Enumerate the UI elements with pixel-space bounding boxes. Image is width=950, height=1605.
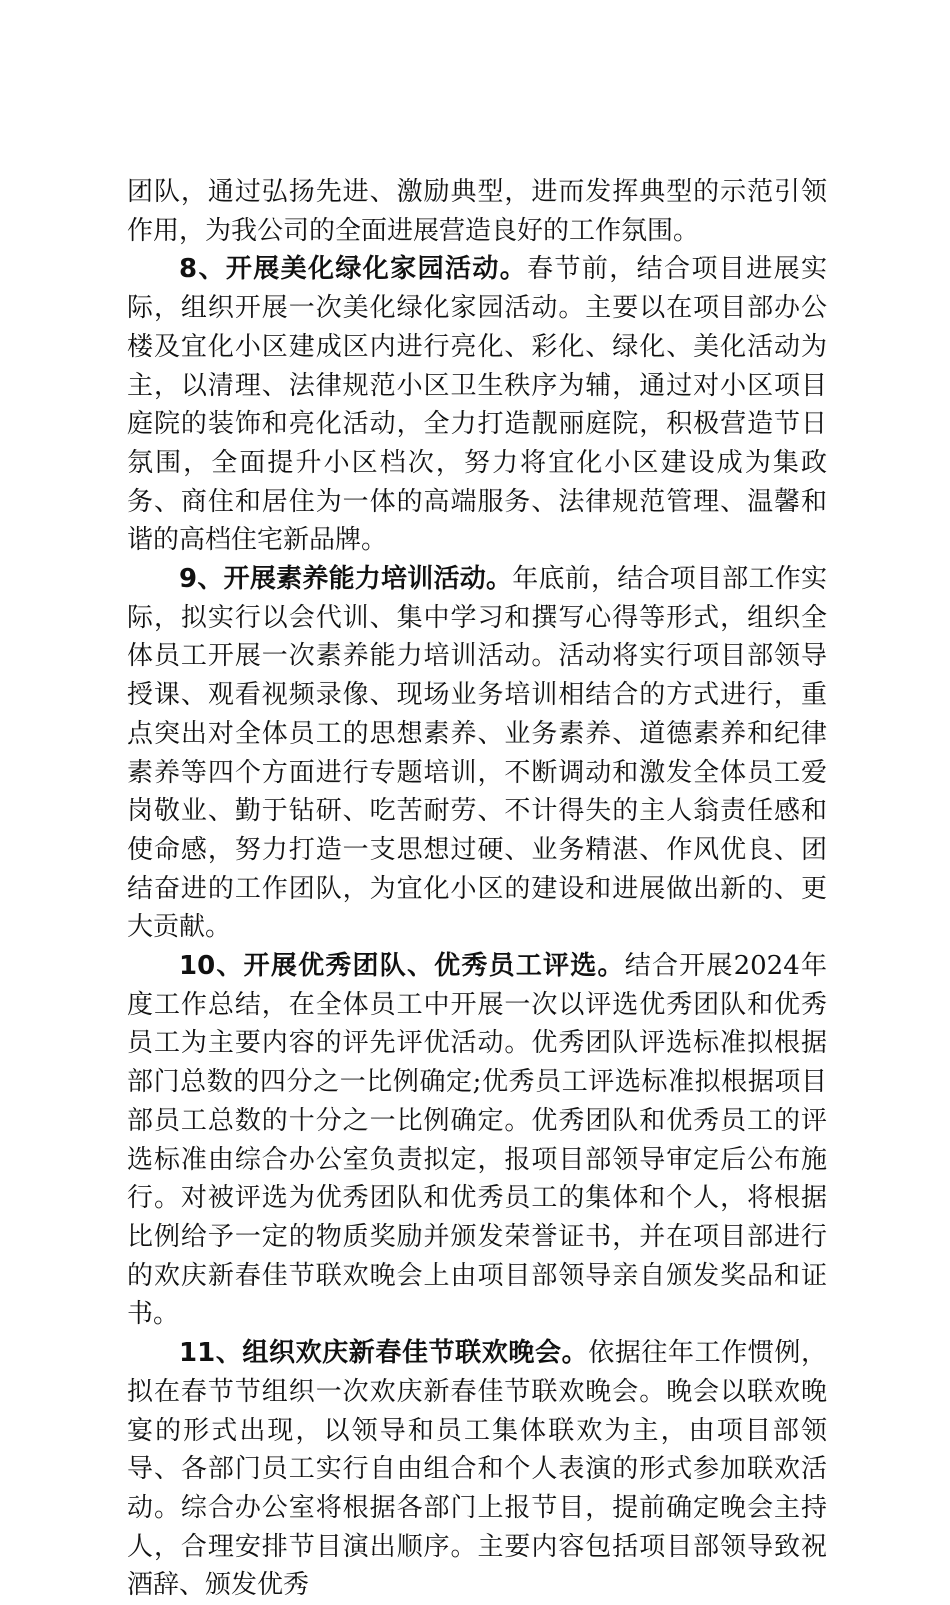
- paragraph-heading: 8、开展美化绿化家园活动。: [179, 254, 528, 285]
- paragraph-item-11: [127, 1334, 827, 1605]
- paragraph-heading: 9、开展素养能力培训活动。: [179, 564, 513, 595]
- paragraph-body: 结合开展2024年度工作总结，在全体员工中开展一次以评选优秀团队和优秀员工为主要内容的评先评优活动。优秀团队评选标准拟根据部门总数的四分之一比例确定;优秀员工评选标准拟根据项目部员工总数的十分之一比例确定。优秀团队和优秀员工的评选标准由综合办公室负责拟定，报项目部领导审定后公布施行。对被评选为优秀团队和优秀员工的集体和个人，将根据比例给予一定的物质奖励并颁发荣誉证书，并在项目部进行的欢庆新春佳节联欢晚会上由项目部领导亲自颁发奖品和证书。: [127, 951, 827, 1330]
- paragraph-body: 年底前，结合项目部工作实际，拟实行以会代训、集中学习和撰写心得等形式，组织全体员工开展一次素养能力培训活动。活动将实行项目部领导授课、观看视频录像、现场业务培训相结合的方式进行，重点突出对全体员工的思想素养、业务素养、道德素养和纪律素养等四个方面进行专题培训，不断调动和激发全体员工爱岗敬业、勤于钻研、吃苦耐劳、不计得失的主人翁责任感和使命感，努力打造一支思想过硬、业务精湛、作风优良、团结奋进的工作团队，为宜化小区的建设和进展做出新的、更大贡献。: [127, 564, 827, 943]
- document-page: [127, 173, 827, 1605]
- paragraph-item-10: [127, 947, 827, 1334]
- paragraph-body: 依据往年工作惯例，拟在春节节组织一次欢庆新春佳节联欢晚会。晚会以联欢晚宴的形式出现，以领导和员工集体联欢为主，由项目部领导、各部门员工实行自由组合和个人表演的形式参加联欢活动。综合办公室将根据各部门上报节目，提前确定晚会主持人，合理安排节目演出顺序。主要内容包括项目部领导致祝酒辞、颁发优秀: [127, 1338, 827, 1601]
- paragraph-heading: 11、组织欢庆新春佳节联欢晚会。: [179, 1338, 589, 1369]
- paragraph-heading: 10、开展优秀团队、优秀员工评选。: [179, 951, 625, 982]
- paragraph-body: 春节前，结合项目进展实际，组织开展一次美化绿化家园活动。主要以在项目部办公楼及宜化小区建成区内进行亮化、彩化、绿化、美化活动为主，以清理、法律规范小区卫生秩序为辅，通过对小区项目庭院的装饰和亮化活动，全力打造靓丽庭院，积极营造节日氛围，全面提升小区档次，努力将宜化小区建设成为集政务、商住和居住为一体的高端服务、法律规范管理、温馨和谐的高档住宅新品牌。: [127, 254, 827, 556]
- paragraph-body: 团队，通过弘扬先进、激励典型，进而发挥典型的示范引领作用，为我公司的全面进展营造良好的工作氛围。: [127, 177, 827, 246]
- paragraph-item-8: [127, 250, 827, 560]
- paragraph-item-9: [127, 560, 827, 947]
- paragraph-continuation: [127, 173, 827, 250]
